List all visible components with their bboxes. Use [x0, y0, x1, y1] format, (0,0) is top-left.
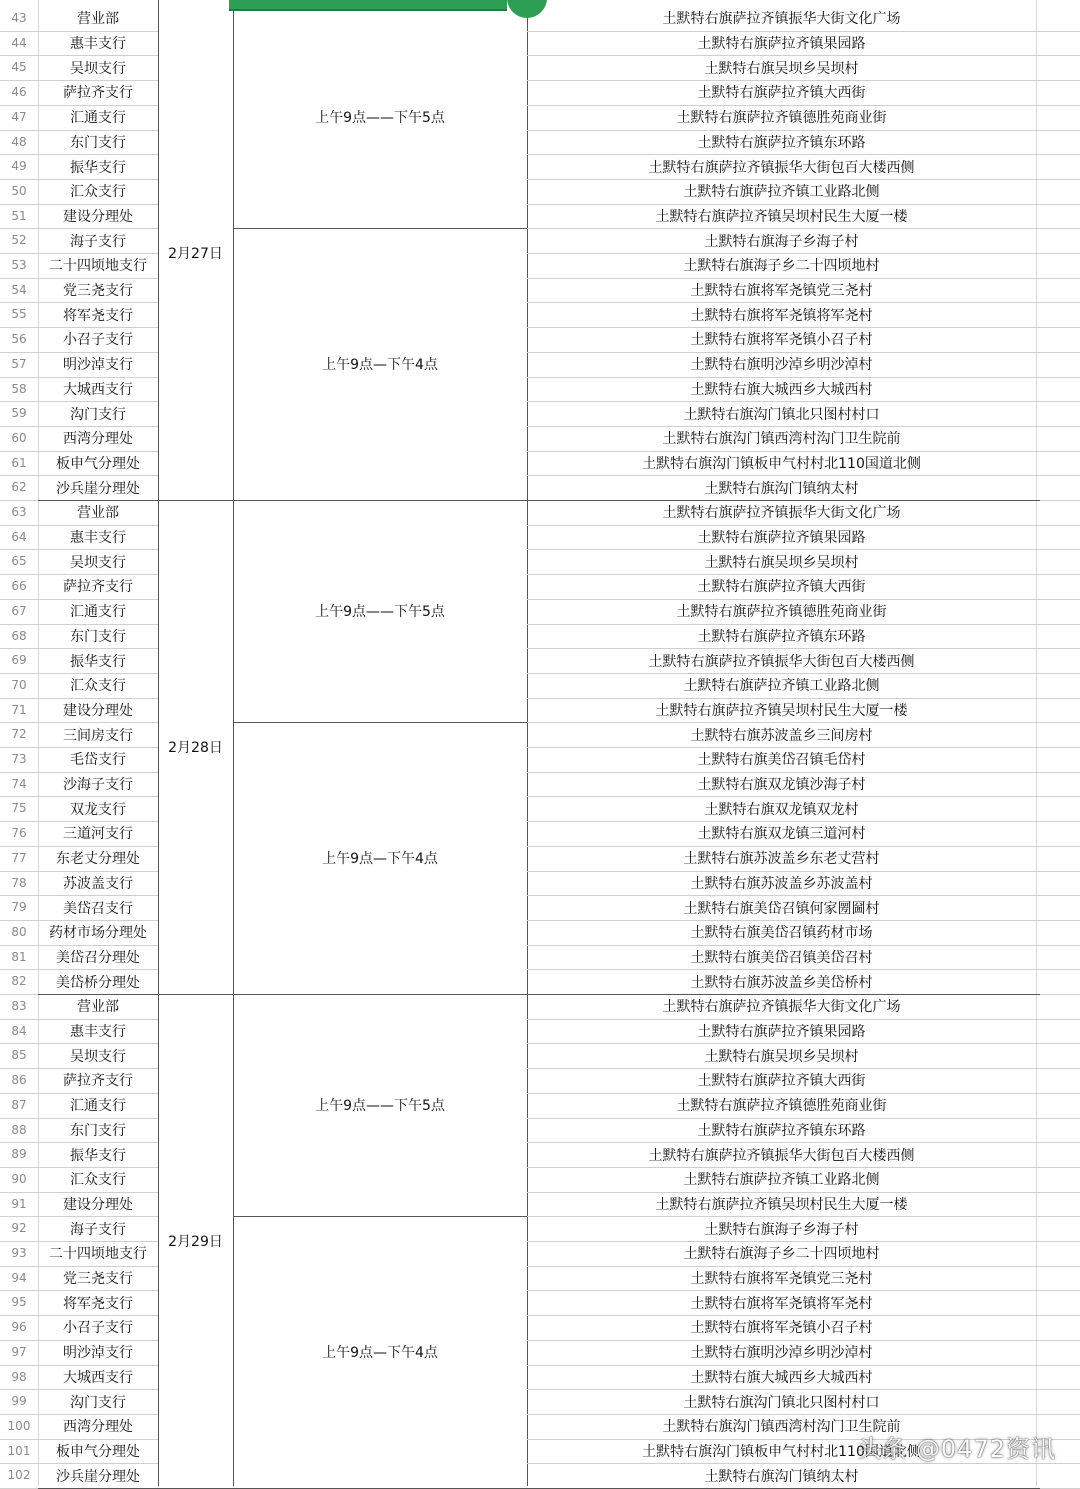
- branch-name-cell[interactable]: 沙海子支行: [63, 777, 133, 794]
- address-cell[interactable]: 土默特右旗美岱召镇药材市场: [690, 925, 873, 942]
- date-cell[interactable]: 2月28日: [168, 740, 223, 756]
- address-cell[interactable]: 土默特右旗将军尧镇小召子村: [690, 1320, 873, 1337]
- row-divider: [1036, 624, 1080, 625]
- address-cell[interactable]: 土默特右旗萨拉齐镇工业路北侧: [683, 678, 880, 695]
- row-number[interactable]: 69: [11, 653, 27, 668]
- row-divider: [1036, 1216, 1080, 1217]
- branch-name-cell[interactable]: 明沙淖支行: [63, 1345, 133, 1362]
- row-divider: [1036, 377, 1080, 378]
- business-hours-cell[interactable]: 上午9点——下午5点: [315, 1098, 445, 1115]
- branch-name-cell[interactable]: 大城西支行: [63, 381, 133, 398]
- address-cell[interactable]: 土默特右旗将军尧镇小召子村: [690, 332, 873, 349]
- branch-name-cell[interactable]: 振华支行: [70, 653, 126, 670]
- row-number[interactable]: 97: [11, 1344, 27, 1359]
- branch-name-cell[interactable]: 板申气分理处: [56, 1443, 140, 1460]
- row-number[interactable]: 53: [11, 258, 27, 272]
- row-divider: [1036, 599, 1080, 600]
- address-cell[interactable]: 土默特右旗萨拉齐镇吴坝村民生大厦一楼: [655, 208, 908, 225]
- row-divider: [1036, 1389, 1080, 1390]
- branch-name-cell[interactable]: 汇众支行: [70, 678, 126, 695]
- branch-name-cell[interactable]: 惠丰支行: [70, 36, 126, 53]
- watermark: [857, 1429, 1056, 1464]
- address-cell[interactable]: 土默特右旗沟门镇板申气村村北110国道北侧: [642, 455, 921, 472]
- row-divider: [1036, 1043, 1080, 1044]
- address-cell[interactable]: 土默特右旗萨拉齐镇大西街: [697, 85, 866, 102]
- row-divider: [1036, 1365, 1080, 1366]
- row-divider: [1036, 821, 1080, 822]
- branch-name-cell[interactable]: 东门支行: [70, 1122, 126, 1139]
- row-divider: [1036, 772, 1080, 773]
- row-divider: [1036, 1019, 1080, 1020]
- branch-name-cell[interactable]: 沙兵崖分理处: [56, 1468, 140, 1485]
- branch-name-cell[interactable]: 小召子支行: [63, 1320, 133, 1337]
- branch-name-cell[interactable]: 汇通支行: [70, 604, 126, 621]
- row-divider: [1036, 747, 1080, 748]
- row-divider: [1036, 549, 1080, 550]
- address-cell[interactable]: 土默特右旗美岱召镇何家圐圙村: [683, 900, 880, 917]
- address-cell[interactable]: 土默特右旗萨拉齐镇果园路: [697, 530, 866, 547]
- branch-name-cell[interactable]: 西湾分理处: [63, 1419, 133, 1436]
- address-cell[interactable]: 土默特右旗苏波盖乡东老丈营村: [683, 851, 880, 868]
- selection-highlight: [229, 0, 507, 11]
- branch-name-cell[interactable]: 三道河支行: [63, 826, 133, 843]
- branch-name-cell[interactable]: 大城西支行: [63, 1369, 133, 1386]
- row-divider: [1036, 500, 1080, 501]
- row-divider: [1036, 278, 1080, 279]
- row-divider: [1036, 154, 1080, 155]
- address-cell[interactable]: 土默特右旗萨拉齐镇德胜苑商业街: [676, 110, 887, 127]
- address-cell[interactable]: 土默特右旗海子乡二十四顷地村: [683, 1246, 880, 1263]
- row-number[interactable]: 90: [11, 1171, 27, 1186]
- branch-name-cell[interactable]: 美岱召分理处: [56, 949, 140, 966]
- address-cell[interactable]: 土默特右旗萨拉齐镇振华大街文化广场: [662, 11, 901, 28]
- branch-name-cell[interactable]: 建设分理处: [63, 702, 133, 719]
- row-divider: [1036, 31, 1080, 32]
- row-divider: [1036, 525, 1080, 526]
- branch-name-cell[interactable]: 药材市场分理处: [49, 925, 147, 942]
- row-divider: [1036, 327, 1080, 328]
- branch-name-cell[interactable]: 板申气分理处: [56, 455, 140, 472]
- branch-name-cell[interactable]: 东门支行: [70, 134, 126, 151]
- address-cell[interactable]: 土默特右旗双龙镇双龙村: [704, 801, 859, 818]
- row-number[interactable]: 74: [11, 776, 27, 791]
- row-divider: [1036, 130, 1080, 131]
- date-cell[interactable]: 2月27日: [168, 246, 223, 262]
- row-number[interactable]: 67: [11, 603, 27, 618]
- row-divider: [1036, 722, 1080, 723]
- branch-name-cell[interactable]: 营业部: [77, 505, 119, 522]
- branch-name-cell[interactable]: 汇众支行: [70, 184, 126, 201]
- row-number[interactable]: 85: [11, 1048, 27, 1063]
- row-number[interactable]: 71: [11, 702, 27, 717]
- row-number[interactable]: 94: [11, 1270, 27, 1285]
- address-cell[interactable]: 土默特右旗萨拉齐镇振华大街文化广场: [662, 999, 901, 1016]
- address-cell[interactable]: 土默特右旗美岱召镇毛岱村: [697, 752, 866, 769]
- branch-name-cell[interactable]: 小召子支行: [63, 332, 133, 349]
- row-number[interactable]: 84: [11, 1023, 27, 1038]
- row-divider: [1036, 451, 1080, 452]
- branch-name-cell[interactable]: 惠丰支行: [70, 530, 126, 547]
- row-divider: [1036, 920, 1080, 921]
- row-number[interactable]: 92: [11, 1221, 27, 1236]
- row-number[interactable]: 73: [11, 752, 27, 766]
- row-number[interactable]: 80: [11, 924, 27, 939]
- row-divider: [1036, 352, 1080, 353]
- row-divider: [1036, 1167, 1080, 1168]
- row-number[interactable]: 65: [11, 554, 27, 569]
- row-divider: [1036, 1118, 1080, 1119]
- branch-name-cell[interactable]: 西湾分理处: [63, 431, 133, 448]
- row-divider: [1036, 871, 1080, 872]
- row-divider: [1036, 179, 1080, 180]
- branch-name-cell[interactable]: 萨拉齐支行: [63, 85, 133, 102]
- row-number[interactable]: 64: [11, 529, 27, 544]
- column-divider: [1036, 0, 1037, 1486]
- address-cell[interactable]: 土默特右旗萨拉齐镇大西街: [697, 1073, 866, 1090]
- address-cell[interactable]: 土默特右旗大城西乡大城西村: [690, 1369, 873, 1386]
- address-cell[interactable]: 土默特右旗萨拉齐镇工业路北侧: [683, 1172, 880, 1189]
- row-divider: [1036, 204, 1080, 205]
- row-divider: [1036, 1093, 1080, 1094]
- branch-name-cell[interactable]: 营业部: [77, 11, 119, 28]
- branch-name-cell[interactable]: 双龙支行: [70, 801, 126, 818]
- row-number[interactable]: 101: [7, 1443, 31, 1458]
- address-cell[interactable]: 土默特右旗萨拉齐镇振华大街包百大楼西侧: [648, 159, 915, 176]
- row-divider: [1036, 1142, 1080, 1143]
- row-number[interactable]: 49: [11, 159, 27, 174]
- row-number[interactable]: 86: [11, 1073, 27, 1088]
- address-cell[interactable]: 土默特右旗萨拉齐镇果园路: [697, 1024, 866, 1041]
- address-cell[interactable]: 土默特右旗萨拉齐镇吴坝村民生大厦一楼: [655, 1196, 908, 1213]
- row-number[interactable]: 63: [11, 505, 27, 519]
- business-hours-cell[interactable]: 上午9点—下午4点: [322, 357, 438, 374]
- branch-name-cell[interactable]: 三间房支行: [63, 727, 133, 744]
- branch-name-cell[interactable]: 将军尧支行: [63, 307, 133, 324]
- row-number[interactable]: 70: [11, 677, 27, 692]
- row-number[interactable]: 59: [11, 406, 27, 421]
- row-divider: [1036, 475, 1080, 476]
- address-cell[interactable]: 土默特右旗萨拉齐镇大西街: [697, 579, 866, 596]
- branch-name-cell[interactable]: 振华支行: [70, 1147, 126, 1164]
- business-hours-cell[interactable]: 上午9点——下午5点: [315, 110, 445, 127]
- row-number[interactable]: 81: [11, 949, 27, 964]
- row-number[interactable]: 60: [11, 430, 27, 445]
- row-number[interactable]: 48: [11, 134, 27, 149]
- row-number[interactable]: 62: [11, 480, 27, 495]
- row-number[interactable]: 52: [11, 233, 27, 248]
- row-number[interactable]: 89: [11, 1147, 27, 1162]
- address-cell[interactable]: 土默特右旗吴坝乡吴坝村: [704, 554, 859, 571]
- address-cell[interactable]: 土默特右旗苏波盖乡三间房村: [690, 727, 873, 744]
- address-cell[interactable]: 土默特右旗将军尧镇党三尧村: [690, 1271, 873, 1288]
- business-hours-cell[interactable]: 上午9点—下午4点: [322, 1345, 438, 1362]
- row-number[interactable]: 43: [11, 11, 27, 25]
- address-cell[interactable]: 土默特右旗明沙淖乡明沙淖村: [690, 1345, 873, 1362]
- branch-name-cell[interactable]: 二十四顷地支行: [49, 258, 147, 275]
- branch-name-cell[interactable]: 明沙淖支行: [63, 357, 133, 374]
- address-cell[interactable]: 土默特右旗萨拉齐镇果园路: [697, 36, 866, 53]
- address-cell[interactable]: 土默特右旗吴坝乡吴坝村: [704, 60, 859, 77]
- branch-name-cell[interactable]: 吴坝支行: [70, 60, 126, 77]
- row-number[interactable]: 44: [11, 35, 27, 50]
- row-divider: [1036, 426, 1080, 427]
- branch-name-cell[interactable]: 汇通支行: [70, 1098, 126, 1115]
- row-number[interactable]: 79: [11, 900, 27, 915]
- row-number[interactable]: 61: [11, 455, 27, 470]
- address-cell[interactable]: 土默特右旗海子乡海子村: [704, 233, 859, 250]
- row-number[interactable]: 76: [11, 826, 27, 841]
- row-divider: [1036, 1241, 1080, 1242]
- row-number[interactable]: 56: [11, 332, 27, 347]
- row-divider: [1036, 1315, 1080, 1316]
- row-number[interactable]: 57: [11, 356, 27, 371]
- row-number[interactable]: 50: [11, 183, 27, 198]
- row-number[interactable]: 66: [11, 579, 27, 594]
- row-divider: [1036, 796, 1080, 797]
- branch-name-cell[interactable]: 沙兵崖分理处: [56, 480, 140, 497]
- address-cell[interactable]: 土默特右旗萨拉齐镇振华大街包百大楼西侧: [648, 653, 915, 670]
- business-hours-cell[interactable]: 上午9点—下午4点: [322, 851, 438, 868]
- row-number[interactable]: 95: [11, 1295, 27, 1310]
- branch-name-cell[interactable]: 汇通支行: [70, 110, 126, 127]
- row-number[interactable]: 45: [11, 60, 27, 75]
- branch-name-cell[interactable]: 萨拉齐支行: [63, 579, 133, 596]
- address-cell[interactable]: 土默特右旗萨拉齐镇德胜苑商业街: [676, 1098, 887, 1115]
- row-number[interactable]: 68: [11, 628, 27, 643]
- address-cell[interactable]: 土默特右旗沟门镇西湾村沟门卫生院前: [662, 1419, 901, 1436]
- row-divider: [1036, 648, 1080, 649]
- row-number[interactable]: 46: [11, 85, 27, 100]
- row-divider: [1036, 698, 1080, 699]
- row-number[interactable]: 82: [11, 974, 27, 989]
- branch-name-cell[interactable]: 建设分理处: [63, 1196, 133, 1213]
- branch-name-cell[interactable]: 美岱桥分理处: [56, 974, 140, 991]
- branch-name-cell[interactable]: 振华支行: [70, 159, 126, 176]
- address-cell[interactable]: 土默特右旗萨拉齐镇振华大街文化广场: [662, 505, 901, 522]
- address-cell[interactable]: 土默特右旗双龙镇三道河村: [697, 826, 866, 843]
- row-divider: [1036, 1266, 1080, 1267]
- branch-name-cell[interactable]: 建设分理处: [63, 208, 133, 225]
- row-number[interactable]: 54: [11, 282, 27, 297]
- row-number[interactable]: 99: [11, 1394, 27, 1409]
- row-divider: [1036, 55, 1080, 56]
- address-cell[interactable]: 土默特右旗萨拉齐镇振华大街包百大楼西侧: [648, 1147, 915, 1164]
- row-divider: [1036, 673, 1080, 674]
- branch-name-cell[interactable]: 党三尧支行: [63, 1271, 133, 1288]
- branch-name-cell[interactable]: 萨拉齐支行: [63, 1073, 133, 1090]
- row-number[interactable]: 91: [11, 1196, 27, 1211]
- branch-name-cell[interactable]: 党三尧支行: [63, 283, 133, 300]
- address-cell[interactable]: 土默特右旗美岱召镇美岱召村: [690, 949, 873, 966]
- row-divider: [1036, 80, 1080, 81]
- branch-name-cell[interactable]: 营业部: [77, 999, 119, 1016]
- branch-name-cell[interactable]: 吴坝支行: [70, 1048, 126, 1065]
- row-divider: [1036, 1290, 1080, 1291]
- address-cell[interactable]: 土默特右旗萨拉齐镇东环路: [697, 134, 866, 151]
- branch-name-cell[interactable]: 海子支行: [70, 233, 126, 250]
- row-divider: [1036, 846, 1080, 847]
- row-divider: [1036, 105, 1080, 106]
- address-cell[interactable]: 土默特右旗萨拉齐镇吴坝村民生大厦一楼: [655, 702, 908, 719]
- branch-name-cell[interactable]: 二十四顷地支行: [49, 1246, 147, 1263]
- address-cell[interactable]: 土默特右旗将军尧镇党三尧村: [690, 283, 873, 300]
- branch-name-cell[interactable]: 沟门支行: [70, 1394, 126, 1411]
- branch-name-cell[interactable]: 吴坝支行: [70, 554, 126, 571]
- address-cell[interactable]: 土默特右旗萨拉齐镇工业路北侧: [683, 184, 880, 201]
- row-number[interactable]: 83: [11, 999, 27, 1013]
- branch-name-cell[interactable]: 苏波盖支行: [63, 875, 133, 892]
- row-number[interactable]: 72: [11, 727, 27, 742]
- row-number[interactable]: 96: [11, 1320, 27, 1335]
- business-hours-cell[interactable]: 上午9点——下午5点: [315, 604, 445, 621]
- row-divider: [1036, 1068, 1080, 1069]
- row-number[interactable]: 98: [11, 1369, 27, 1384]
- address-cell[interactable]: 土默特右旗沟门镇板申气村村北110国道北侧: [642, 1443, 921, 1460]
- address-cell[interactable]: 土默特右旗苏波盖乡苏波盖村: [690, 875, 873, 892]
- address-cell[interactable]: 土默特右旗海子乡海子村: [704, 1221, 859, 1238]
- branch-name-cell[interactable]: 惠丰支行: [70, 1024, 126, 1041]
- row-number[interactable]: 78: [11, 875, 27, 890]
- watermark-text: 头条 @0472资讯: [857, 1435, 1056, 1463]
- branch-name-cell[interactable]: 汇众支行: [70, 1172, 126, 1189]
- address-cell[interactable]: 土默特右旗将军尧镇将军尧村: [690, 307, 873, 324]
- row-number[interactable]: 100: [7, 1418, 31, 1433]
- branch-name-cell[interactable]: 美岱召支行: [63, 900, 133, 917]
- row-number[interactable]: 75: [11, 801, 27, 816]
- row-divider: [1036, 1414, 1080, 1415]
- branch-name-cell[interactable]: 毛岱支行: [70, 752, 126, 769]
- row-number[interactable]: 77: [11, 850, 27, 865]
- row-divider: [1036, 1340, 1080, 1341]
- row-number[interactable]: 51: [11, 208, 27, 223]
- address-cell[interactable]: 土默特右旗沟门镇北只图村村口: [683, 406, 880, 423]
- row-number[interactable]: 47: [11, 109, 27, 124]
- row-number[interactable]: 102: [7, 1468, 31, 1483]
- address-cell[interactable]: 土默特右旗将军尧镇将军尧村: [690, 1295, 873, 1312]
- address-cell[interactable]: 土默特右旗沟门镇纳太村: [704, 480, 859, 497]
- row-divider: [1036, 253, 1080, 254]
- branch-name-cell[interactable]: 海子支行: [70, 1221, 126, 1238]
- row-divider: [1036, 994, 1080, 995]
- row-divider: [1036, 228, 1080, 229]
- address-cell[interactable]: 土默特右旗海子乡二十四顷地村: [683, 258, 880, 275]
- address-cell[interactable]: 土默特右旗明沙淖乡明沙淖村: [690, 357, 873, 374]
- branch-name-cell[interactable]: 东老丈分理处: [56, 851, 140, 868]
- row-divider: [1036, 574, 1080, 575]
- row-number[interactable]: 58: [11, 381, 27, 396]
- row-number[interactable]: 93: [11, 1246, 27, 1260]
- row-divider: [1036, 945, 1080, 946]
- row-divider: [1036, 302, 1080, 303]
- address-cell[interactable]: 土默特右旗大城西乡大城西村: [690, 381, 873, 398]
- row-divider: [1036, 895, 1080, 896]
- row-divider: [1036, 969, 1080, 970]
- row-number[interactable]: 87: [11, 1097, 27, 1112]
- address-cell[interactable]: 土默特右旗沟门镇北只图村村口: [683, 1394, 880, 1411]
- address-cell[interactable]: 土默特右旗吴坝乡吴坝村: [704, 1048, 859, 1065]
- branch-name-cell[interactable]: 将军尧支行: [63, 1295, 133, 1312]
- row-divider: [1036, 1192, 1080, 1193]
- address-cell[interactable]: 土默特右旗萨拉齐镇东环路: [697, 1122, 866, 1139]
- address-cell[interactable]: 土默特右旗苏波盖乡美岱桥村: [690, 974, 873, 991]
- address-cell[interactable]: 土默特右旗沟门镇西湾村沟门卫生院前: [662, 431, 901, 448]
- address-cell[interactable]: 土默特右旗萨拉齐镇德胜苑商业街: [676, 604, 887, 621]
- row-number[interactable]: 88: [11, 1122, 27, 1137]
- branch-name-cell[interactable]: 沟门支行: [70, 406, 126, 423]
- address-cell[interactable]: 土默特右旗沟门镇纳太村: [704, 1468, 859, 1485]
- date-cell[interactable]: 2月29日: [168, 1234, 223, 1250]
- row-divider: [1036, 401, 1080, 402]
- row-number[interactable]: 55: [11, 307, 27, 322]
- branch-name-cell[interactable]: 东门支行: [70, 628, 126, 645]
- address-cell[interactable]: 土默特右旗萨拉齐镇东环路: [697, 628, 866, 645]
- address-cell[interactable]: 土默特右旗双龙镇沙海子村: [697, 777, 866, 794]
